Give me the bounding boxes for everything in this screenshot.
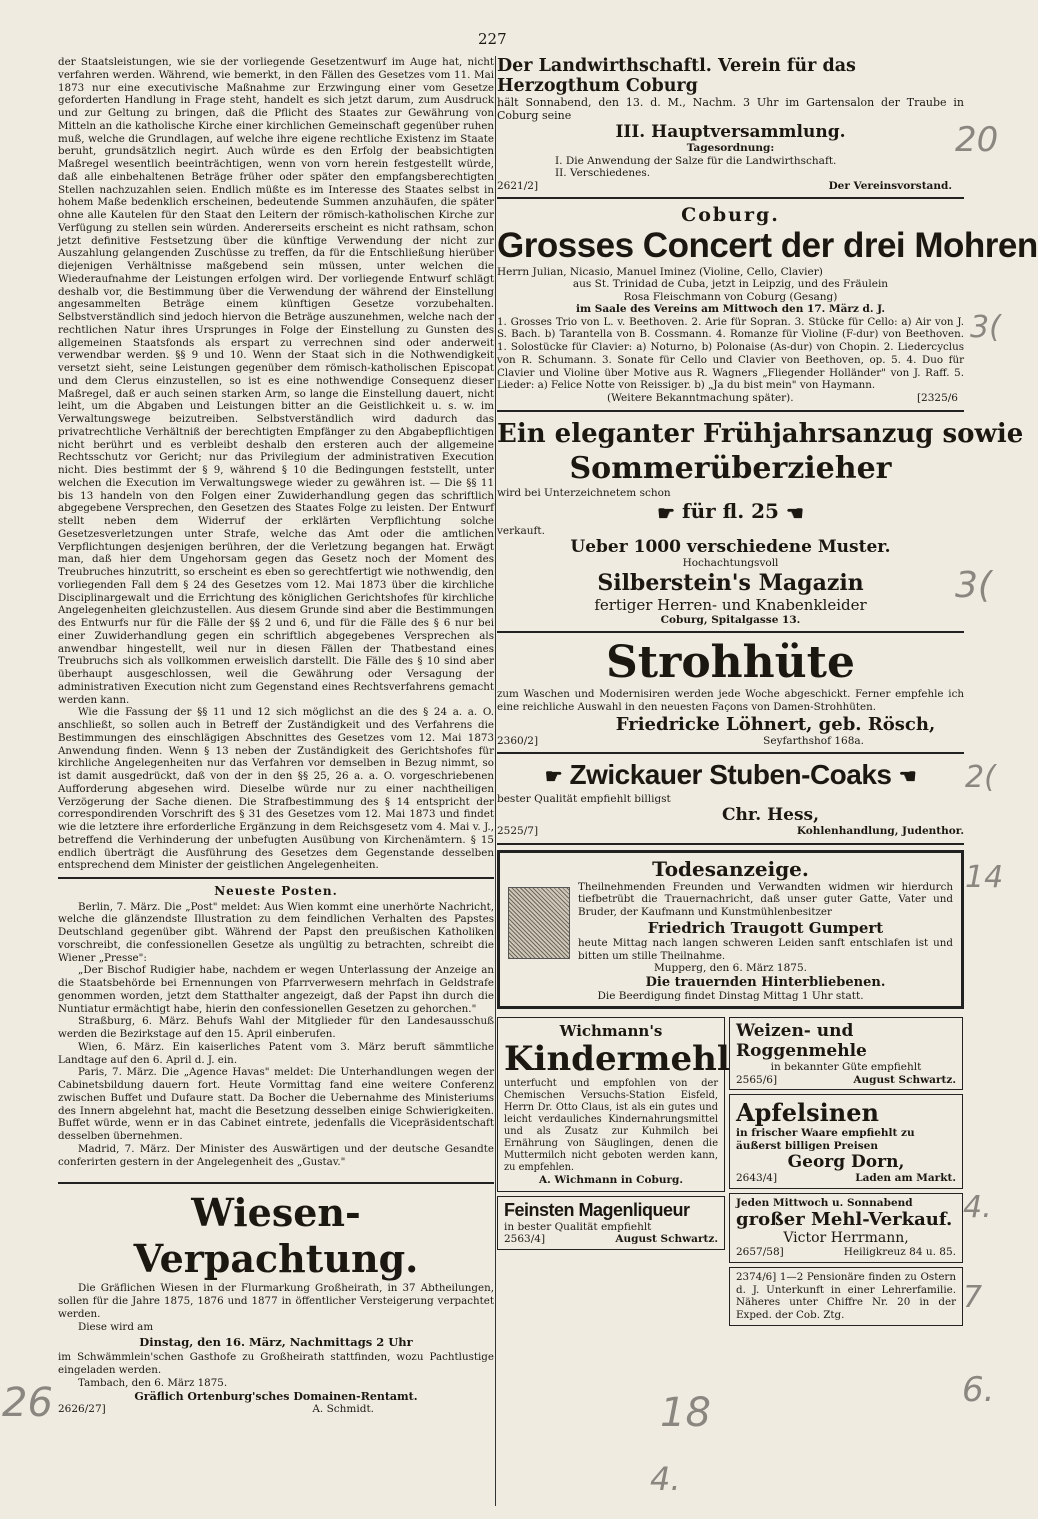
mehl-ad-name: Victor Herrmann,: [783, 1230, 909, 1247]
left-column: [58, 56, 494, 1496]
strohhuete-ad-signature: Friedricke Löhnert, geb. Rösch,: [615, 713, 936, 735]
pencil-annotation: 4.: [650, 1460, 681, 1498]
apfel-ad-name: Georg Dorn,: [787, 1152, 905, 1173]
todes-ad-text: heute Mittag nach langen schweren Leiden sanft entschlafen ist und bitten um stille Theilnahme.: [578, 936, 953, 962]
concert-ad-title: Grosses Concert der drei Mohren: [497, 225, 1038, 265]
concert-ad-origin: aus St. Trinidad de Cuba, jetzt in Leipzig, und des Fräulein: [572, 278, 889, 290]
concert-ad-singer: Rosa Fleischmann von Coburg (Gesang): [623, 290, 838, 303]
silberstein-ad-text: wird bei Unterzeichnetem schon: [497, 486, 671, 499]
ad-reference: 2525/7]: [497, 825, 539, 838]
news-heading: Neueste Posten.: [214, 883, 338, 898]
apfel-ad-text: in frischer Waare empfiehlt zu äußerst billigen Preisen: [736, 1127, 915, 1152]
mehl-ad-address: Heiligkreuz 84 u. 85.: [843, 1246, 956, 1259]
pencil-annotation: 3(: [955, 565, 992, 606]
apfel-ad-title: Apfelsinen: [736, 1098, 879, 1128]
wiesen-ad-text: Die Gräflichen Wiesen in der Flurmarkung Großheirath, in 37 Abtheilungen, sollen für die Jahre 1875, 1876 und 1877 in öffentlicher Versteigerung verpachtet werden.: [58, 1282, 494, 1320]
divider: [58, 877, 494, 879]
divider: [497, 843, 964, 845]
news-item: Madrid, 7. März. Der Minister des Auswärtigen und der deutsche Gesandte conferirten gestern in der Angelegenheit des „Gustav.": [58, 1142, 494, 1168]
concert-ad-note: (Weitere Bekanntmachung später).: [607, 392, 794, 404]
magen-ad: [497, 1196, 725, 1250]
divider: [497, 752, 964, 754]
silberstein-ad-desc: fertiger Herren- und Knabenkleider: [594, 595, 867, 614]
verein-ad-text: hält Sonnabend, den 13. d. M., Nachm. 3 Uhr im Gartensalon der Traube in Coburg seine: [497, 96, 964, 122]
wiesen-ad-date: Dinstag, den 16. März, Nachmittags 2 Uhr: [139, 1335, 413, 1350]
pencil-annotation: 20: [955, 120, 999, 160]
concert-ad: [497, 203, 1038, 405]
ad-reference: 2657/58]: [736, 1246, 784, 1259]
coaks-ad-name: Chr. Hess,: [721, 805, 820, 826]
pencil-annotation: 26: [2, 1380, 53, 1426]
coaks-ad-text: bester Qualität empfiehlt billigst: [497, 792, 671, 805]
pencil-annotation: 2(: [965, 760, 996, 795]
todes-ad-place-date: Mupperg, den 6. März 1875.: [654, 962, 807, 975]
magen-ad-title: Feinsten Magenliqueur: [504, 1199, 690, 1220]
todes-ad: [497, 850, 964, 1010]
agenda-item: II. Verschiedenes.: [555, 167, 651, 179]
divider: [497, 197, 964, 199]
silberstein-ad-title: Ein eleganter Frühjahrsanzug sowie: [497, 418, 1024, 449]
apfel-ad-address: Laden am Markt.: [855, 1172, 956, 1185]
weizen-ad: [729, 1017, 963, 1090]
wichmann-ad: [497, 1017, 730, 1192]
todes-ad-signature: Die trauernden Hinterbliebenen.: [645, 974, 886, 990]
pension-ad: [729, 1267, 963, 1326]
wiesen-ad-text: Diese wird am: [78, 1320, 154, 1333]
ad-reference: 2643/4]: [736, 1172, 778, 1185]
pointing-hand-left-icon: ☚: [898, 765, 917, 788]
silberstein-ad-offer: Ueber 1000 verschiedene Muster.: [570, 537, 891, 557]
verein-ad-signature: Der Vereinsvorstand.: [828, 179, 952, 192]
agenda-item: I. Die Anwendung der Salze für die Landwirthschaft.: [555, 154, 837, 167]
wiesen-ad: [58, 1190, 494, 1415]
coaks-ad-title: Zwickauer Stuben-Coaks: [569, 759, 892, 790]
todes-ad-text: Theilnehmenden Freunden und Verwandten widmen wir hierdurch tiefbetrübt die Trauernachricht, daß unser guter Gatte, Vater und Bruder, der Kaufmann und Kunstmühlenbesitzer: [578, 880, 953, 919]
todes-ad-title: Todesanzeige.: [652, 856, 809, 881]
concert-ad-city: Coburg.: [681, 203, 780, 226]
coaks-ad-desc: Kohlenhandlung, Judenthor.: [796, 825, 964, 838]
pencil-annotation: 6.: [962, 1370, 995, 1410]
pencil-annotation: 3(: [970, 310, 1001, 345]
silberstein-ad-regards: Hochachtungsvoll: [682, 557, 779, 569]
news-item: Berlin, 7. März. Die „Post" meldet: Aus Wien kommt eine unerhörte Nachricht, welche die glänzendste Illustration zu dem feindlichen Verhalten des Papstes Deutschland gegenüber gibt. Während der Papst den preußischen Katholiken vorschreibt, die confessionellen Gesetze als ungültig zu betrachten, schreibt die Wiener „Presse":: [58, 900, 494, 964]
wichmann-ad-signature: A. Wichmann in Coburg.: [538, 1174, 684, 1187]
article-paragraph-2: Wie die Fassung der §§ 11 und 12 sich möglichst an die des § 24 a. a. O. anschließt, so sollen auch in Betreff der Zuständigkeit und des Verfahrens die Bestimmungen des einschlägigen Abschnittes des Gesetzes vom 12. Mai 1873 Anwendung finden. Wenn § 13 neben der Zuständigkeit des Gerichtshofes für kirchliche Angelegenheiten nur das Verfahren vor demselben in Bezug nimmt, so ist damit ausgedrückt, daß von der in den §§ 25, 26 a. a. O. vorgeschriebenen Aufforderung abgesehen wird. Dieselbe würde nur zu einer nachtheiligen Verzögerung der Sache dienen. Die Strafbestimmung des § 14 entspricht der correspondirenden Vorschrift des § 31 des Gesetzes vom 12. Mai 1873 und findet wie die letztere ihre erforderliche Ergänzung in dem Reichsgesetz vom 4. Mai v. J., betreffend die Verhinderung der unbefugten Ausübung von Kirchenämtern. § 15 endlich überträgt die Ausführung des Gesetzes dem Gegenstande desselben entsprechend dem Minister der geistlichen Angelegenheiten.: [58, 706, 494, 872]
strohhuete-ad-text: zum Waschen und Modernisiren werden jede Woche abgeschickt. Ferner empfehle ich eine reichliche Auswahl in den neuesten Façons von Damen-Strohhüten.: [497, 688, 964, 713]
ad-reference: 2563/4]: [504, 1233, 546, 1246]
verein-ad-title: Der Landwirthschaftl. Verein für das Herzogthum Coburg: [497, 56, 856, 96]
wiesen-ad-title: Wiesen-Verpachtung.: [133, 1190, 419, 1282]
silberstein-ad-price: für fl. 25: [682, 499, 779, 523]
mehl-ad-title: großer Mehl-Verkauf.: [736, 1209, 953, 1231]
wiesen-ad-text: im Schwämmlein'schen Gasthofe zu Großheirath stattfinden, wozu Pachtlustige eingeladen werden.: [58, 1351, 494, 1376]
strohhuete-ad-address: Seyfarthshof 168a.: [763, 734, 864, 747]
apfel-ad: [729, 1094, 963, 1189]
memorial-engraving: [508, 887, 570, 959]
pencil-annotation: 4.: [963, 1190, 992, 1225]
pencil-annotation: 18: [660, 1390, 711, 1436]
agenda-heading: Tagesordnung:: [686, 142, 775, 154]
pencil-annotation: 7: [963, 1280, 983, 1315]
ad-reference: [2325/6: [916, 392, 958, 404]
pointing-hand-left-icon: ☚: [785, 500, 804, 525]
concert-ad-performers: Herrn Julian, Nicasio, Manuel Iminez (Violine, Cello, Clavier): [497, 265, 823, 278]
todes-ad-name: Friedrich Traugott Gumpert: [647, 918, 884, 937]
pension-ad-text: 2374/6] 1—2 Pensionäre finden zu Ostern d. J. Unterkunft in einer Lehrerfamilie. Näheres unter Chiffre Nr. 20 in der Exped. der Cob. Ztg.: [736, 1270, 956, 1322]
weizen-ad-title: Weizen- und Roggenmehle: [736, 1021, 867, 1062]
pointing-hand-right-icon: ☛: [657, 500, 676, 525]
magen-ad-text: in bester Qualität empfiehlt: [504, 1220, 652, 1233]
verein-ad: [497, 56, 964, 192]
silberstein-ad-firm: Silberstein's Magazin: [597, 569, 864, 596]
pointing-hand-right-icon: ☛: [544, 765, 563, 788]
column-divider: [495, 56, 496, 1506]
news-item: Wien, 6. März. Ein kaiserliches Patent vom 3. März beruft sämmtliche Landtage auf den 6. April d. J. ein.: [58, 1040, 494, 1066]
divider: [497, 631, 964, 633]
mehl-ad: [729, 1193, 963, 1263]
weizen-ad-text: in bekannter Güte empfiehlt: [770, 1061, 922, 1074]
weizen-ad-name: August Schwartz.: [853, 1073, 956, 1086]
divider: [58, 1182, 494, 1184]
magen-ad-name: August Schwartz.: [615, 1233, 718, 1246]
ad-reference: 2360/2]: [497, 734, 539, 747]
silberstein-ad: [497, 417, 1024, 627]
concert-ad-program: 1. Grosses Trio von L. v. Beethoven. 2. Arie für Sopran. 3. Stücke für Cello: a) Air von J. S. Bach. b) Tarantella von B. Cossmann. 4. Romanze für Violine (F-dur) von Beethoven. 1. Solostücke für Clavier: a) Noturno, b) Polonaise (As-dur) von Chopin. 2. Liedercyclus von R. Schumann. 3. Sonate für Cello und Clavier von Beethoven, op. 5. 4. Duo für Clavier und Violine über Motive aus R. Wagners „Fliegender Holländer" von J. Raff. 5. Lieder: a) Felice Notte von Reissiger. b) „Ja du bist mein" von Haymann.: [497, 315, 964, 392]
news-item: Paris, 7. März. Die „Agence Havas" meldet: Die Unterhandlungen wegen der Cabinetsbildung dauern fort. Heute Vormittag fand eine weitere Conferenz zwischen Buffet und Dufaure statt. Da Bocher die Uebernahme des Ministeriums des Innern abgelehnt hat, macht die Besetzung desselben einige Schwierigkeiten. Buffet würde, wenn er in das Cabinet eintrete, jedenfalls die Vicepräsidentschaft desselben übernehmen.: [58, 1066, 494, 1142]
mehl-ad-line: Jeden Mittwoch u. Sonnabend: [736, 1196, 913, 1209]
divider: [497, 410, 964, 412]
wiesen-ad-signature: Gräflich Ortenburg'sches Domainen-Rentamt.: [134, 1389, 418, 1403]
silberstein-ad-text: verkauft.: [497, 524, 545, 537]
todes-ad-funeral: Die Beerdigung findet Dinstag Mittag 1 Uhr statt.: [597, 989, 864, 1002]
strohhuete-ad: [497, 638, 964, 747]
verein-ad-subtitle: III. Hauptversammlung.: [615, 122, 846, 142]
ad-reference: 2626/27]: [58, 1402, 106, 1415]
ad-reference: 2565/6]: [736, 1073, 778, 1086]
pencil-annotation: 14: [965, 860, 1004, 895]
silberstein-ad-address: Coburg, Spitalgasse 13.: [660, 613, 801, 626]
ad-reference: 2621/2]: [497, 179, 539, 192]
coaks-ad: [497, 759, 964, 838]
news-item: „Der Bischof Rudigier habe, nachdem er wegen Unterlassung der Anzeige an die Staatsbehörde bei Ernennungen von Pfarrverwesern mehrfach in Geldstrafe genommen worden, jetzt dem Statthalter angezeigt, daß der Papst ihn durch die Nuntiatur ermächtigt habe, hierin den confessionellen Gesetzen zu gehorchen.": [58, 964, 494, 1015]
silberstein-ad-subtitle: Sommerüberzieher: [569, 450, 892, 486]
wichmann-ad-title: Kindermehl: [504, 1039, 730, 1080]
page-number: 227: [478, 30, 507, 48]
article-paragraph-1: der Staatsleistungen, wie sie der vorliegende Gesetzentwurf im Auge hat, nicht verfahren werden. Während, wie bemerkt, in den Fällen des Gesetzes vom 11. Mai 1873 nur eine executivische Maßnahme zur Erzwingung einer vom Gesetze geforderten Handlung in Frage steht, handelt es sich jetzt darum, zum Ausdruck und zur Geltung zu bringen, daß die Pflicht des Staates zur Gewährung von Mitteln an die katholische Kirche einer kirchlichen Gemeinschaft gegenüber ruhen muß, welche die Grundlagen, auf welche ihre eigene rechtliche Existenz im Staate beruht, grundsätzlich negirt. Auch würde es den Erfolg der beabsichtigten Maßregel wesentlich beeinträchtigen, wenn von vorn herein festgestellt würde, daß alle einbehaltenen Beträge früher oder später den empfangsberechtigten Stellen nachzuzahlen seien. Endlich müßte es im Interesse des Staates selbst in hohem Maße bedenklich erscheinen, bedeutende Summen anzuhäufen, die später ohne alle Kautelen für den Staat den Leitern der römisch-katholischen Kirche zur Verfügung zu stellen sein würden. Andererseits erscheint es nicht rathsam, schon jetzt definitive Festsetzung über die künftige Verwendung der nicht zur Auszahlung gelangenden Zuschüsse zu treffen, da für die Entschließung hierüber diejenigen Verhältnisse maßgebend sein müssen, unter welchen die Wiederaufnahme der Leistungen erfolgen wird. Der vorliegende Entwurf schlägt deshalb vor, die Bestimmung über die Verwendung der während der Einstellung angesammelten Beträge einem künftigen Gesetze vorzubehalten. Selbstverständlich sind jedoch hiervon die Beträge auszunehmen, welche nach der rechtlichen Natur ihres Ursprunges in Folge der Einstellung zu Gunsten des allgemeinen Staatsfonds als erspart zu verrechnen sind oder anderweit verwendbar werden. §§ 9 und 10. Wenn der Staat sich in die Nothwendigkeit versetzt sieht, seine Leistungen gegenüber dem römisch-katholischen Episcopat und dem Clerus einzustellen, so ist es eine nothwendige Consequenz dieser Maßregel, daß er auch seinen starken Arm, so lange die Einstellung dauert, nicht leiht, um die Abgaben und Leistungen bitter an die Geistlichkeit u. s. w. im Verwaltungswege beizutreiben. Selbstverständlich wird dadurch das privatrechtliche Verhältniß der berechtigten Empfänger zu den Abgabepflichtigen nicht berührt und es verbleibt deshalb den ersteren auch der allgemeine Rechtsschutz vor Gericht; nur das Privilegium der administrativen Execution nicht. Dies bestimmt der § 9, während § 10 die Bedingungen feststellt, unter welchen die Execution im Verwaltungswege wieder zu gewähren ist. — Die §§ 11 bis 13 handeln von den Folgen einer Zuwiderhandlung gegen das schriftlich abgegebene Versprechen, den Gesetzen des Staates Folge zu leisten. Der Entwurf stellt neben dem Widerruf der erklärten Verpflichtung solche Gesetzesverletzungen unter Strafe, welche das Amt oder die amtlichen Verpflichtungen desjenigen berühren, der die Verletzung begangen hat. Erwägt man, daß hier dem Ungehorsam gegen das Gesetz noch der Moment des Treubruches hinzutritt, so erscheint es eben so gerechtfertigt wie nothwendig, den vorliegenden Fall dem § 24 des Gesetzes vom 12. Mai 1873 über die kirchliche Disciplinargewalt und die Errichtung des königlichen Gerichtshofes für kirchliche Angelegenheiten gleichzustellen. Aus diesem Grunde sind aber die Bestimmungen des Entwurfs nur für die Fälle der §§ 2 und 6, und für die Fälle des § 6 nur bei einer Zuwiderhandlung gegen ein schriftlich abgegebenes Versprechen als anwendbar hingestellt, weil nur in diesen Fällen der Thatbestand eines Treubruchs sich als vollkommen erweislich darstellt. Die Fälle des § 10 sind aber überhaupt ausgeschlossen, weil die Gewährung oder Versagung der administrativen Execution nicht zum Gegenstand eines Rechtsverfahrens gemacht werden kann.: [58, 56, 494, 706]
wiesen-ad-place-date: Tambach, den 6. März 1875.: [78, 1376, 228, 1389]
news-item: Straßburg, 6. März. Behufs Wahl der Mitglieder für den Landesausschuß werden die Bezirkstage auf den 15. April einberufen.: [58, 1015, 494, 1040]
concert-ad-venue: im Saale des Vereins am Mittwoch den 17. März d. J.: [575, 303, 885, 315]
wiesen-ad-signer: A. Schmidt.: [312, 1402, 374, 1415]
strohhuete-ad-title: Strohhüte: [606, 637, 855, 688]
wichmann-ad-text: unterfucht und empfohlen von der Chemischen Versuchs-Station Eisfeld, Herrn Dr. Otto Claus, ist als ein gutes und leicht verdauliches Kindernahrungsmittel und als Zusatz zur Kuhmilch bei Ernährung von Säuglingen, denen die Muttermilch nicht geboten werden kann, zu empfehlen.: [504, 1078, 718, 1174]
wichmann-ad-brand: Wichmann's: [559, 1022, 663, 1041]
